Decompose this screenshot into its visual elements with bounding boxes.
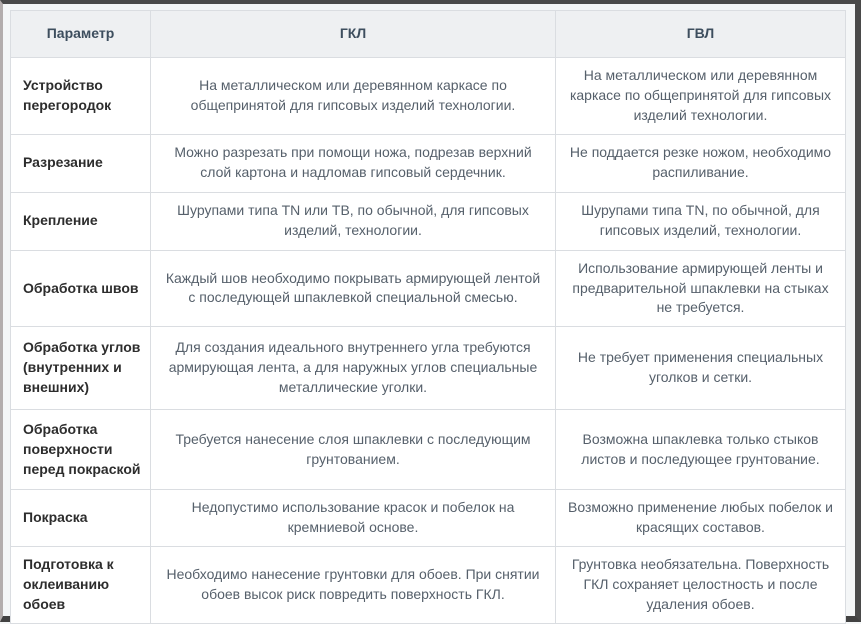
- cell-gkl: Каждый шов необходимо покрывать армирующей лентой с последующей шпаклевкой специальной смесью.: [151, 250, 556, 327]
- table-row: [11, 547, 846, 624]
- cell-gvl: На металлическом или деревянном каркасе по общепринятой для гипсовых изделий технологии.: [556, 58, 846, 135]
- table-row: [11, 134, 846, 192]
- row-param-label: Крепление: [11, 192, 151, 250]
- cell-gkl: Требуется нанесение слоя шпаклевки с последующим грунтованием.: [151, 410, 556, 490]
- row-param-label: Разрезание: [11, 134, 151, 192]
- table-body: [11, 58, 846, 624]
- cell-gvl: Использование армирующей ленты и предварительной шпаклевки на стыках не требуется.: [556, 250, 846, 327]
- cell-gvl: Возможно применение любых побелок и красящих составов.: [556, 490, 846, 547]
- header-row: [11, 11, 846, 58]
- cell-gvl: Грунтовка необязательна. Поверхность ГКЛ сохраняет целостность и после удаления обоев.: [556, 547, 846, 624]
- cell-gvl: Не требует применения специальных уголков и сетки.: [556, 327, 846, 410]
- row-param-label: Устройство перегородок: [11, 58, 151, 135]
- row-param-label: Обработка углов (внутренних и внешних): [11, 327, 151, 410]
- comparison-table: [10, 10, 846, 624]
- header-param: Параметр: [11, 11, 151, 58]
- cell-gkl: Для создания идеального внутреннего угла требуются армирующая лента, а для наружных углов специальные металлические уголки.: [151, 327, 556, 410]
- row-param-label: Подготовка к оклеиванию обоев: [11, 547, 151, 624]
- cell-gvl: Не поддается резке ножом, необходимо распиливание.: [556, 134, 846, 192]
- cell-gvl: Возможна шпаклевка только стыков листов и последующее грунтование.: [556, 410, 846, 490]
- table-row: [11, 327, 846, 410]
- table-row: [11, 410, 846, 490]
- table-row: [11, 250, 846, 327]
- row-param-label: Обработка швов: [11, 250, 151, 327]
- row-param-label: Покраска: [11, 490, 151, 547]
- cell-gkl: На металлическом или деревянном каркасе по общепринятой для гипсовых изделий технологии.: [151, 58, 556, 135]
- table-row: [11, 58, 846, 135]
- cell-gkl: Недопустимо использование красок и побелок на кремниевой основе.: [151, 490, 556, 547]
- table-header: [11, 11, 846, 58]
- cell-gkl: Шурупами типа TN или TB, по обычной, для гипсовых изделий, технологии.: [151, 192, 556, 250]
- row-param-label: Обработка поверхности перед покраской: [11, 410, 151, 490]
- header-gvl: ГВЛ: [556, 11, 846, 58]
- cell-gvl: Шурупами типа TN, по обычной, для гипсовых изделий, технологии.: [556, 192, 846, 250]
- header-gkl: ГКЛ: [151, 11, 556, 58]
- table-row: [11, 192, 846, 250]
- cell-gkl: Необходимо нанесение грунтовки для обоев. При снятии обоев высок риск повредить поверхность ГКЛ.: [151, 547, 556, 624]
- table-row: [11, 490, 846, 547]
- cell-gkl: Можно разрезать при помощи ножа, подрезав верхний слой картона и надломав гипсовый сердечник.: [151, 134, 556, 192]
